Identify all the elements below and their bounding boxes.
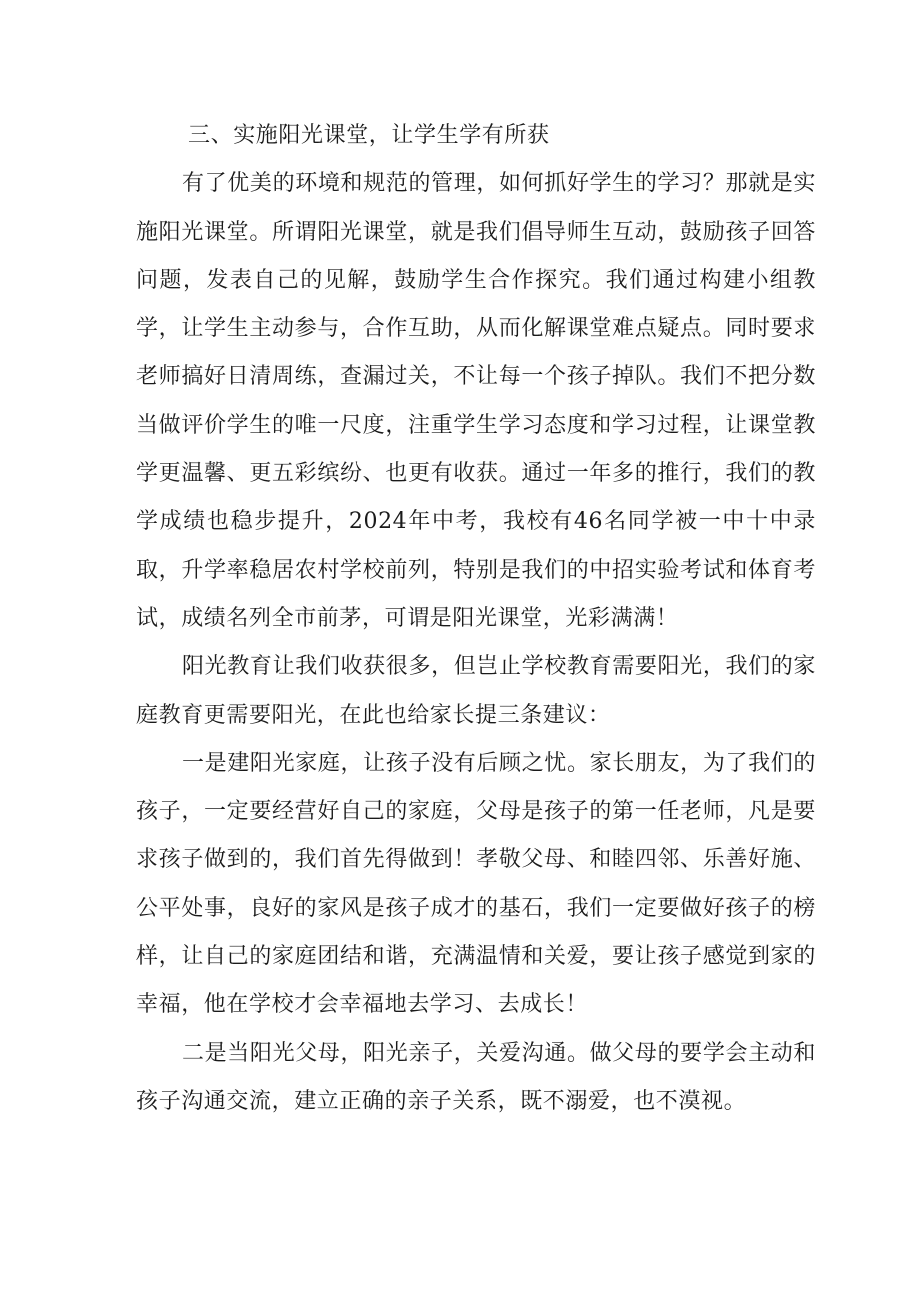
document-body <box>136 112 816 1126</box>
paragraph-suggestion-one: 一是建阳光家庭，让孩子没有后顾之忧。家长朋友，为了我们的孩子，一定要经营好自己的家庭，父母是孩子的第一任老师，凡是要求孩子做到的，我们首先得做到！孝敬父母、和睦四邻、乐善好施、公平处事，良好的家风是孩子成才的基石，我们一定要做好孩子的榜样，让自己的家庭团结和谐，充满温情和关爱，要让孩子感觉到家的幸福，他在学校才会幸福地去学习、去成长！ <box>136 750 816 1018</box>
section-heading: 三、实施阳光课堂，让学生学有所获 <box>188 123 550 148</box>
paragraph-suggestion-two: 二是当阳光父母，阳光亲子，关爱沟通。做父母的要学会主动和孩子沟通交流，建立正确的亲子关系，既不溺爱，也不漠视。 <box>136 1040 816 1114</box>
paragraph-family-education: 阳光教育让我们收获很多，但岂止学校教育需要阳光，我们的家庭教育更需要阳光，在此也给家长提三条建议： <box>136 654 816 728</box>
paragraph-sunshine-classroom: 有了优美的环境和规范的管理，如何抓好学生的学习？那就是实施阳光课堂。所谓阳光课堂，就是我们倡导师生互动，鼓励孩子回答问题，发表自己的见解，鼓励学生合作探究。我们通过构建小组教学，让学生主动参与，合作互助，从而化解课堂难点疑点。同时要求老师搞好日清周练，查漏过关，不让每一个孩子掉队。我们不把分数当做评价学生的唯一尺度，注重学生学习态度和学习过程，让课堂教学更温馨、更五彩缤纷、也更有收获。通过一年多的推行，我们的教学成绩也稳步提升，2024年中考，我校有46名同学被一中十中录取，升学率稳居农村学校前列，特别是我们的中招实验考试和体育考试，成绩名列全市前茅，可谓是阳光课堂，光彩满满！ <box>136 171 816 631</box>
